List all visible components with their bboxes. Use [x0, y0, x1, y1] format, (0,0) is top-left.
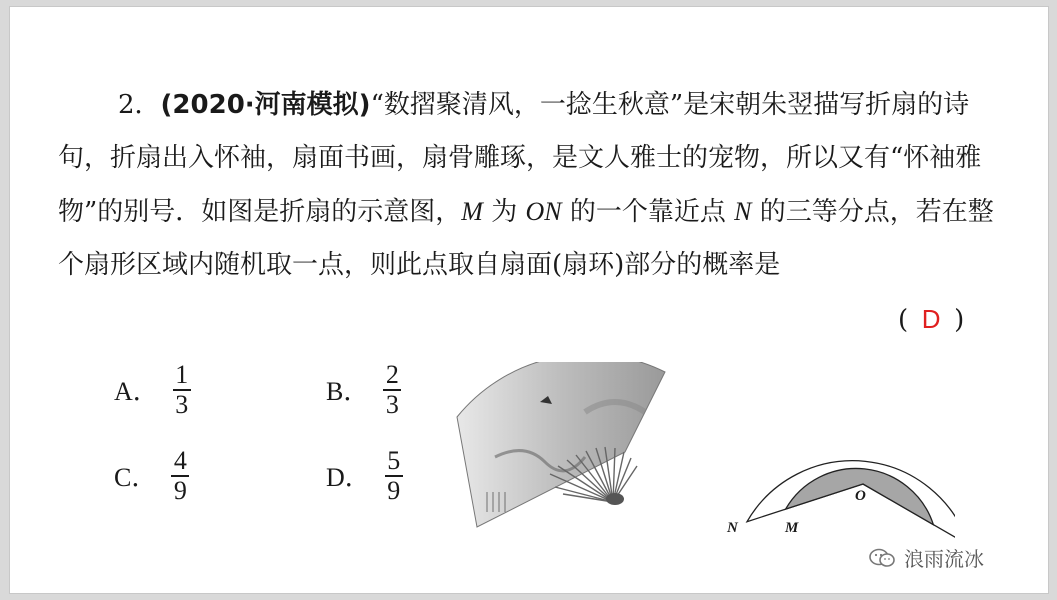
question-text-part: 为: [482, 197, 526, 227]
question-text-part: “数摺聚清风，一捻生秋意”是宋朝朱翌描写折扇的诗句，折扇出入怀袖，扇面书画，扇骨雕琢，是文人雅士的宠物，所以又有“怀袖雅物”的别号．如图是折扇的示意图，: [58, 90, 982, 227]
wechat-icon: [868, 547, 896, 569]
fraction: [385, 447, 403, 505]
answer-close-paren: ): [954, 305, 965, 335]
var-m: M: [461, 197, 483, 226]
fraction: [171, 447, 189, 505]
question-text: [58, 79, 1008, 292]
question-text-part: 的一个靠近点: [561, 197, 735, 227]
sector-diagram: [715, 372, 955, 542]
question-source: (2020·河南模拟): [160, 90, 371, 120]
option-label: C．: [114, 463, 158, 493]
fan-leaf: [457, 362, 665, 527]
answer-open-paren: (: [898, 305, 909, 335]
fan-pivot: [606, 493, 624, 505]
numerator: 1: [175, 360, 189, 389]
option-a[interactable]: [114, 361, 191, 419]
denominator: 9: [387, 475, 401, 505]
question-number: 2．: [118, 90, 161, 120]
answer-bracket: [898, 304, 964, 335]
numerator: 5: [387, 446, 401, 475]
denominator: 3: [175, 389, 189, 419]
label-n: N: [727, 520, 738, 536]
answer-letter: D: [921, 304, 941, 334]
denominator: 3: [385, 389, 399, 419]
fraction: [383, 361, 401, 419]
label-m: M: [785, 520, 799, 536]
option-label: D．: [326, 463, 371, 493]
denominator: 9: [173, 475, 187, 505]
label-o: O: [855, 488, 866, 504]
question-text-part: 的三等分点，若在整个扇形区域内随机取一点，则此点取自扇面(扇环)部分的概率是: [58, 197, 994, 280]
fraction: [173, 361, 191, 419]
option-label: A．: [114, 377, 159, 407]
folding-fan-image: [455, 362, 695, 537]
watermark: [868, 543, 984, 572]
numerator: 2: [385, 360, 399, 389]
var-on: ON: [525, 197, 562, 226]
slide: [9, 6, 1049, 594]
option-label: B．: [326, 377, 370, 407]
option-c[interactable]: [114, 447, 189, 505]
numerator: 4: [173, 446, 187, 475]
watermark-text: 浪雨流冰: [904, 547, 984, 571]
option-b[interactable]: [326, 361, 401, 419]
option-d[interactable]: [326, 447, 403, 505]
var-n: N: [734, 197, 752, 226]
